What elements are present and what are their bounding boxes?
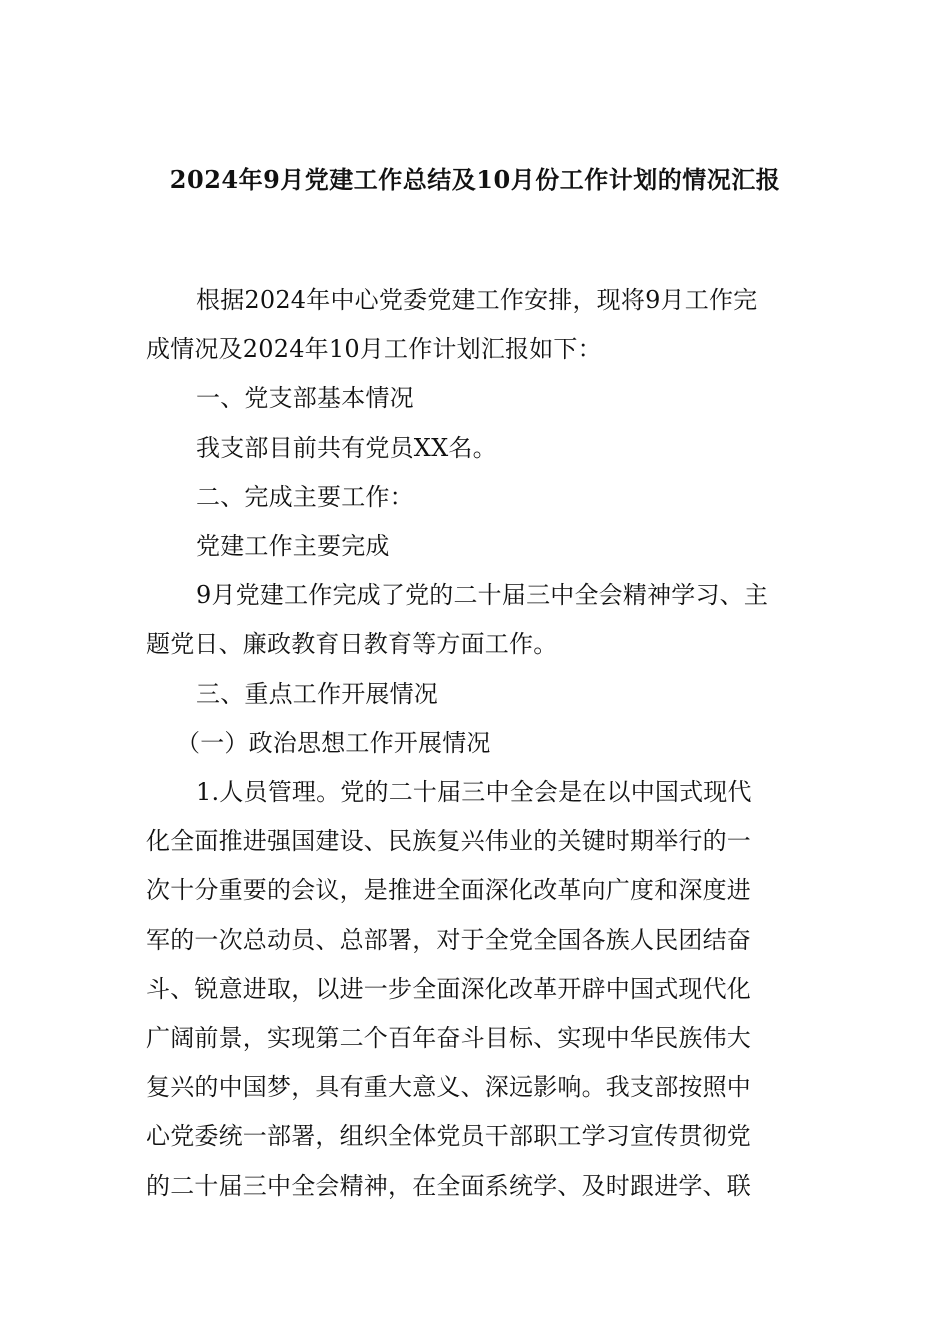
section-heading: 一、党支部基本情况 [196,384,414,413]
paragraph-line: 9月党建工作完成了党的二十届三中全会精神学习、主 [196,581,769,610]
paragraph-line: 心党委统一部署，组织全体党员干部职工学习宣传贯彻党 [146,1122,751,1151]
paragraph-line: 的二十届三中全会精神，在全面系统学、及时跟进学、联 [146,1171,751,1200]
document-body [146,276,806,1211]
section-heading: 三、重点工作开展情况 [196,679,438,708]
paragraph-line: 根据2024年中心党委党建工作安排，现将9月工作完 [196,286,758,314]
subsection-heading: （一）政治思想工作开展情况 [176,728,491,757]
document-title: 2024年9月党建工作总结及10月份工作计划的情况汇报 [169,165,781,194]
paragraph-line: 题党日、廉政教育日教育等方面工作。 [146,630,558,659]
paragraph-line: 我支部目前共有党员XX名。 [196,433,497,462]
paragraph-line: 成情况及2024年10月工作计划汇报如下： [146,335,602,364]
paragraph-line: 1.人员管理。党的二十届三中全会是在以中国式现代 [196,778,752,807]
paragraph-line: 广阔前景，实现第二个百年奋斗目标、实现中华民族伟大 [146,1024,751,1053]
paragraph-line: 次十分重要的会议，是推进全面深化改革向广度和深度进 [146,876,751,905]
section-heading: 二、完成主要工作： [196,482,414,511]
paragraph-line: 党建工作主要完成 [196,532,390,561]
paragraph-line: 复兴的中国梦，具有重大意义、深远影响。我支部按照中 [146,1073,751,1102]
paragraph-line: 化全面推进强国建设、民族复兴伟业的关键时期举行的一 [146,827,751,856]
paragraph-line: 军的一次总动员、总部署，对于全党全国各族人民团结奋 [146,925,751,954]
paragraph-line: 斗、锐意进取，以进一步全面深化改革开辟中国式现代化 [146,974,751,1003]
